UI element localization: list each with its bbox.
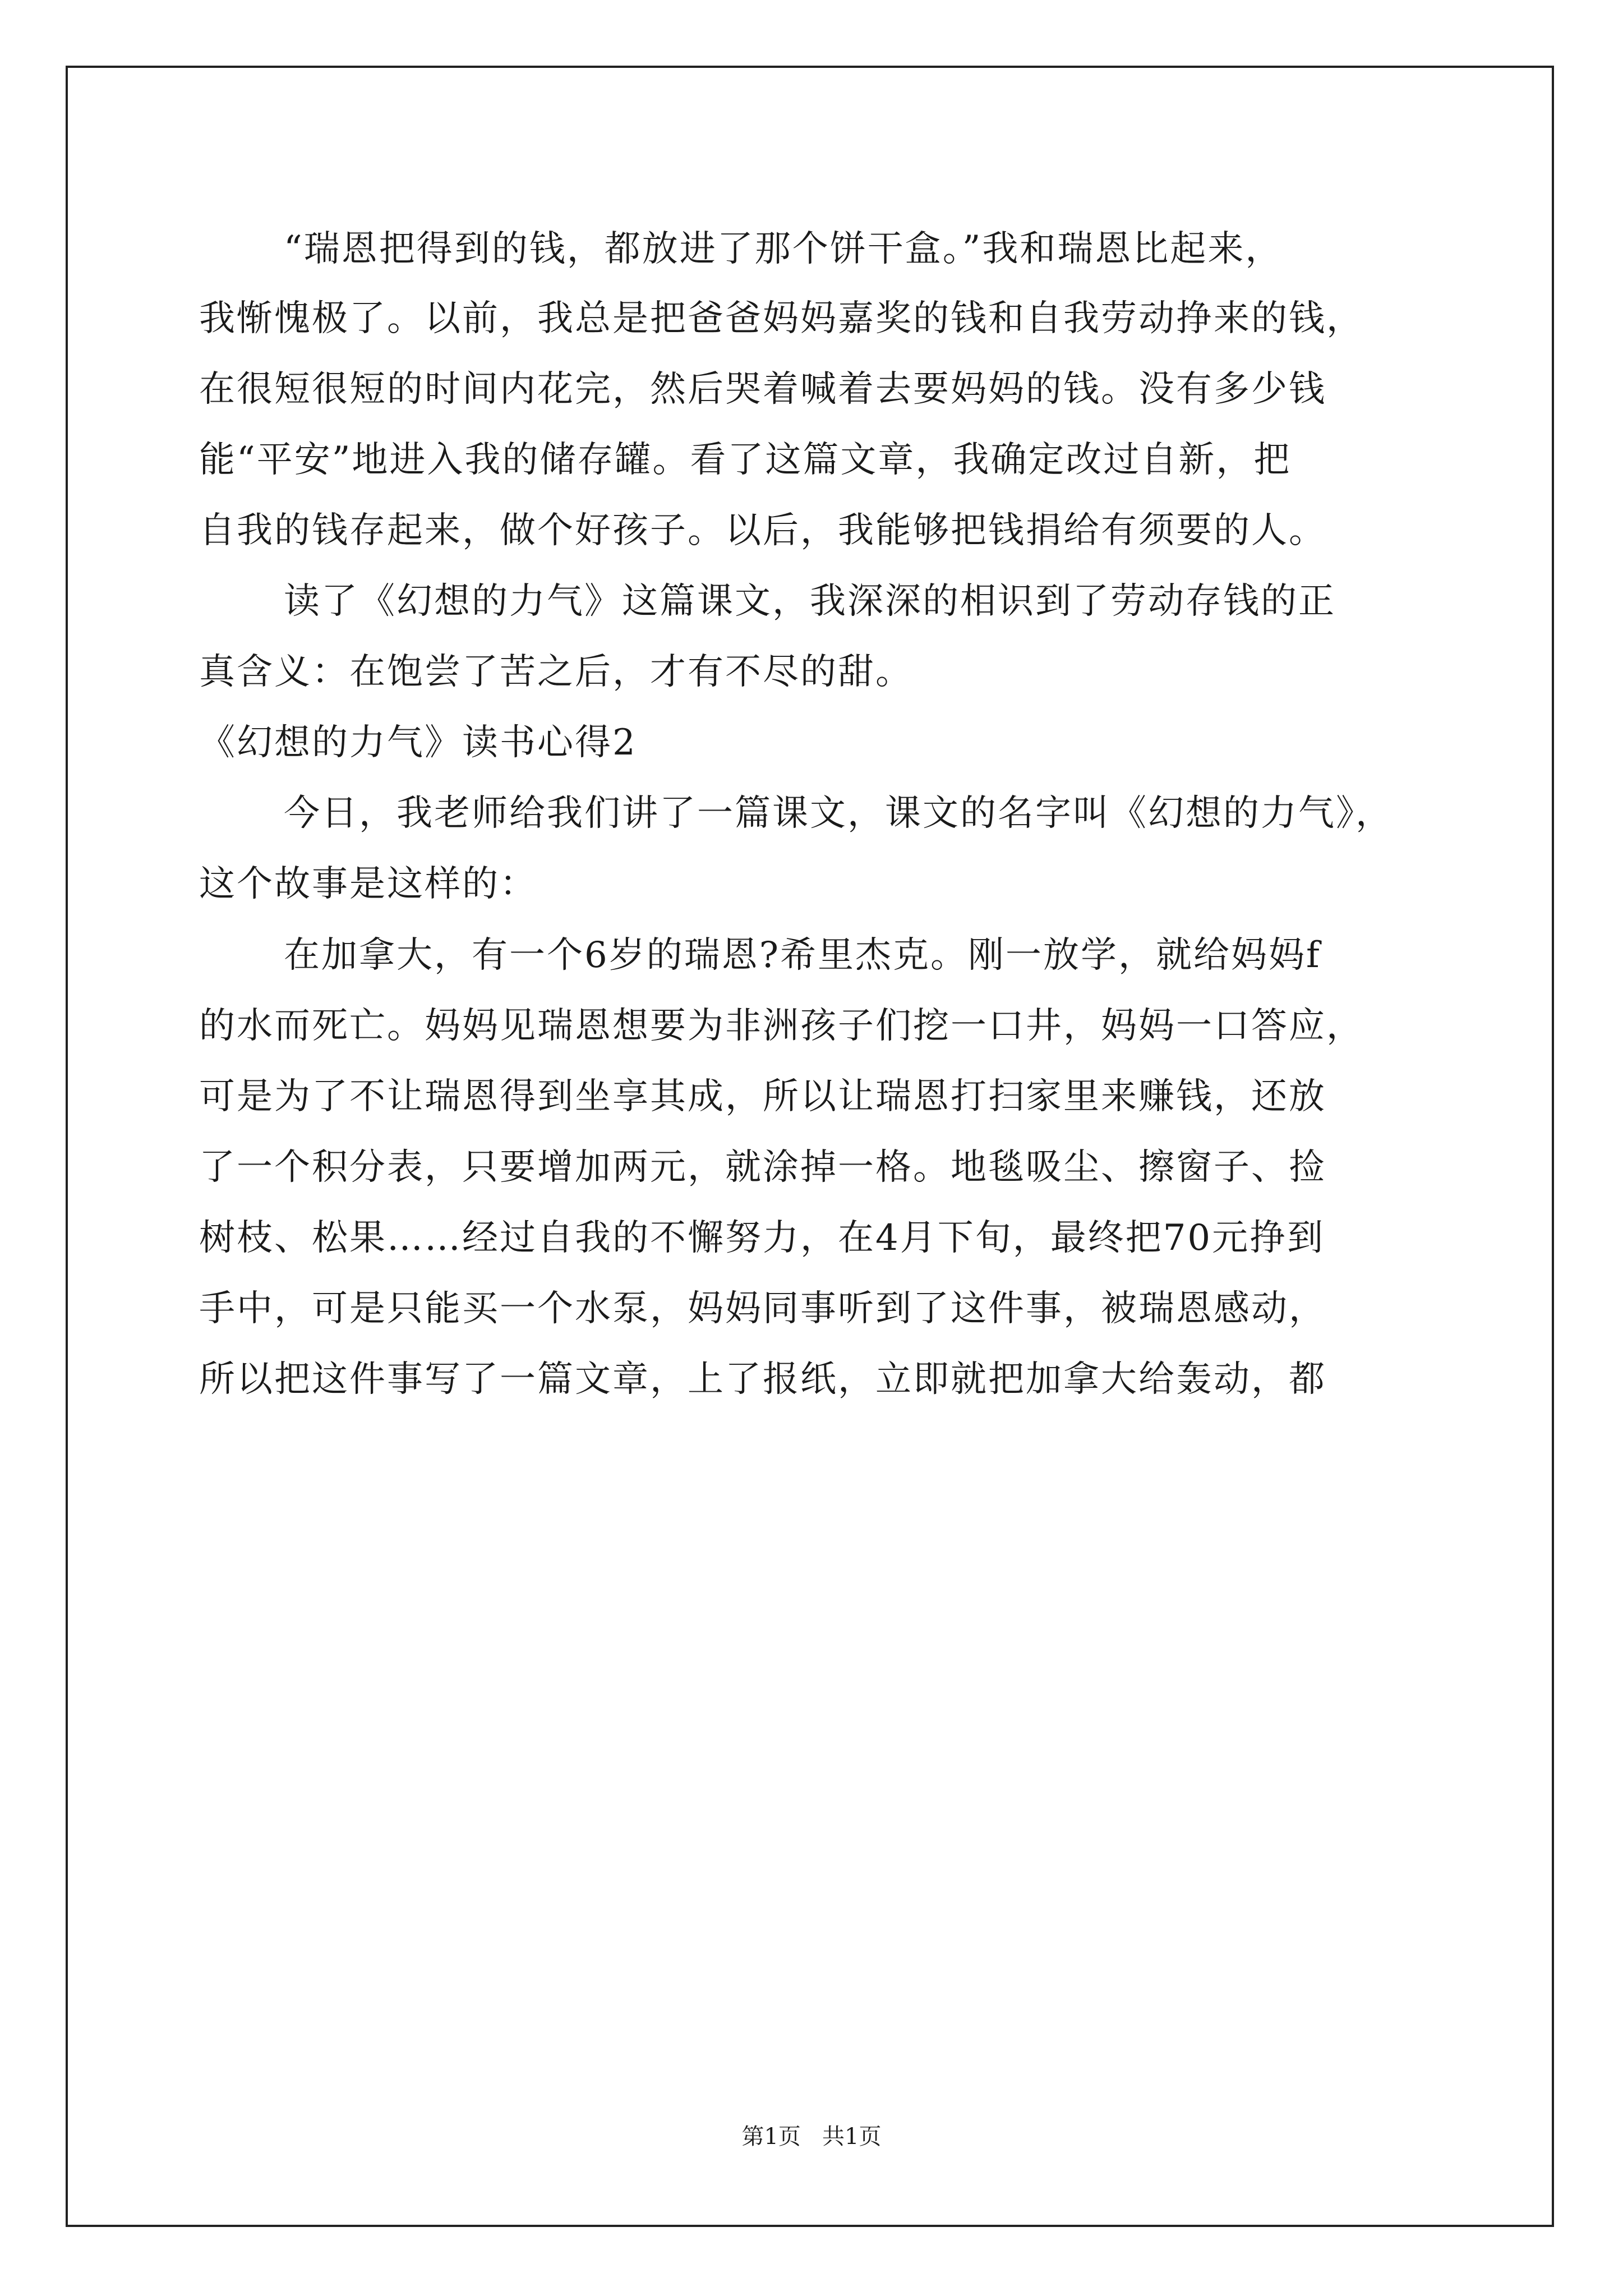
text-line: “瑞恩把得到的钱，都放进了那个饼干盒。”我和瑞恩比起来， bbox=[284, 228, 1283, 270]
text-line: 可是为了不让瑞恩得到坐享其成，所以让瑞恩打扫家里来赚钱，还放 bbox=[199, 1076, 1326, 1117]
text-line: 读了《幻想的力气》这篇课文，我深深的相识到了劳动存钱的正 bbox=[284, 581, 1336, 622]
page-footer: 第1页 共1页 bbox=[741, 2124, 882, 2150]
text-line: 树枝、松果……经过自我的不懈努力，在4月下旬，最终把70元挣到 bbox=[199, 1217, 1325, 1259]
text-line: 了一个积分表，只要增加两元，就涂掉一格。地毯吸尘、擦窗子、捡 bbox=[199, 1147, 1326, 1188]
text-line: 这个故事是这样的： bbox=[199, 863, 537, 905]
text-line: 手中，可是只能买一个水泵，妈妈同事听到了这件事，被瑞恩感动， bbox=[199, 1288, 1326, 1329]
text-line: 能“平安”地进入我的储存罐。看了这篇文章，我确定改过自新，把 bbox=[199, 439, 1292, 481]
text-line: 的水而死亡。妈妈见瑞恩想要为非洲孩子们挖一口井，妈妈一口答应， bbox=[199, 1005, 1364, 1047]
text-line: 在加拿大，有一个6岁的瑞恩?希里杰克。刚一放学，就给妈妈f bbox=[284, 935, 1321, 976]
text-line: 在很短很短的时间内花完，然后哭着喊着去要妈妈的钱。没有多少钱 bbox=[199, 369, 1326, 410]
section-heading: 《幻想的力气》读书心得2 bbox=[199, 722, 637, 763]
text-line: 所以把这件事写了一篇文章，上了报纸，立即就把加拿大给轰动，都 bbox=[199, 1359, 1326, 1400]
text-line: 真含义：在饱尝了苦之后，才有不尽的甜。 bbox=[199, 651, 913, 693]
text-line: 今日，我老师给我们讲了一篇课文，课文的名字叫《幻想的力气》， bbox=[284, 793, 1393, 834]
text-line: 自我的钱存起来，做个好孩子。以后，我能够把钱捐给有须要的人。 bbox=[199, 510, 1326, 551]
text-line: 我惭愧极了。以前，我总是把爸爸妈妈嘉奖的钱和自我劳动挣来的钱， bbox=[199, 298, 1364, 339]
